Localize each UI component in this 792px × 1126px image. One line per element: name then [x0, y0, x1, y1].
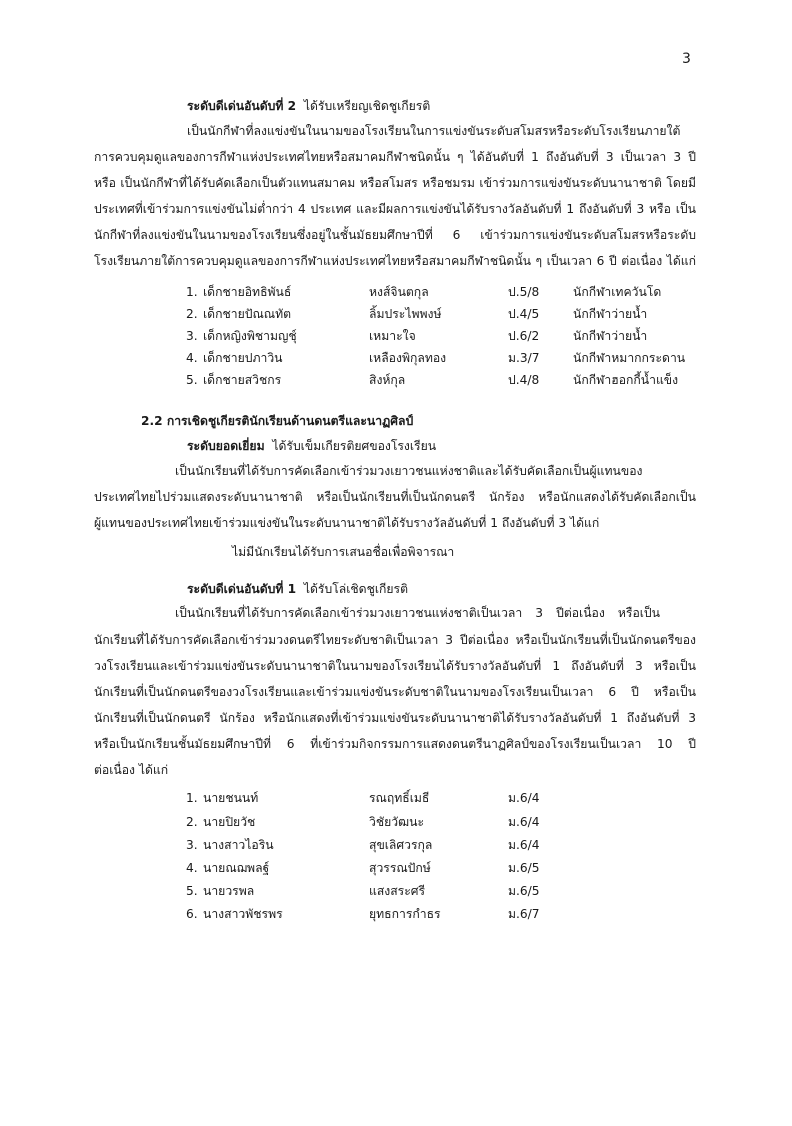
student-name: เด็กชายปัณณทัต: [203, 307, 292, 321]
student-sport: นักกีฬาฮอกกี้น้ำแข็ง: [573, 373, 679, 387]
item-number: 3.: [186, 329, 198, 343]
student-class: ม.6/4: [508, 791, 540, 805]
heading-bold: ระดับดีเด่นอันดับที่ 1: [187, 582, 297, 596]
subheading-bold: ระดับยอดเยี่ยม: [187, 439, 265, 453]
paragraph-line: นักเรียนที่เป็นนักดนตรี นักร้อง หรือนักแสดงที่เข้าร่วมแข่งขันระดับนานาชาติได้รับรางวัลอันดับที่ 1 ถึงอันดับที่ 3: [94, 711, 696, 725]
paragraph-line: นักเรียนที่ได้รับการคัดเลือกเข้าร่วมวงดนตรีไทยระดับชาติเป็นเวลา 3 ปีต่อเนื่อง หรือเป็นนักเรียนที่เป็นนักดนตรีของ: [94, 633, 696, 647]
paragraph-line: เป็นนักกีฬาที่ลงแข่งขันในนามของโรงเรียนในการแข่งขันระดับสโมสรหรือระดับโรงเรียนภายใต้: [187, 124, 681, 138]
student-surname: แสงสระศรี: [369, 884, 426, 898]
student-surname: สิงห์กุล: [369, 373, 406, 387]
student-class: ม.6/5: [508, 861, 540, 875]
student-sport: นักกีฬาเทควันโด: [573, 285, 662, 299]
subheading-rest: ได้รับเข็มเกียรติยศของโรงเรียน: [272, 439, 437, 453]
list-item: [186, 908, 706, 926]
student-class: ป.6/2: [508, 329, 540, 343]
student-class: ป.4/8: [508, 373, 540, 387]
list-item: [186, 330, 706, 348]
list-item: [186, 885, 706, 903]
paragraph-line: เป็นนักเรียนที่ได้รับการคัดเลือกเข้าร่วมวงเยาวชนแห่งชาติเป็นเวลา 3 ปีต่อเนื่อง หรือเป็น: [175, 606, 660, 620]
section-heading-music: 2.2 การเชิดชูเกียรตินักเรียนด้านดนตรีและนาฏศิลป์: [141, 414, 414, 428]
list-item: [186, 286, 706, 304]
list-item: [186, 374, 706, 392]
item-number: 2.: [186, 815, 198, 829]
student-name: นายปิยวัช: [203, 815, 256, 829]
item-number: 4.: [186, 861, 198, 875]
paragraph-line: โรงเรียนภายใต้การควบคุมดูแลของการกีฬาแห่งประเทศไทยหรือสมาคมกีฬาชนิดนั้น ๆ เป็นเวลา 6 ปี ต่อเนื่อง ได้แก่: [94, 254, 696, 268]
paragraph-line: วงโรงเรียนและเข้าร่วมแข่งขันระดับนานาชาติในนามของโรงเรียนได้รับรางวัลอันดับที่ 1 ถึงอันดับที่ 3 หรือเป็น: [94, 659, 696, 673]
student-class: ม.6/5: [508, 884, 540, 898]
student-class: ป.5/8: [508, 285, 540, 299]
paragraph-line: หรือ เป็นนักกีฬาที่ได้รับคัดเลือกเป็นตัวแทนสมาคม หรือสโมสร หรือชมรม เข้าร่วมการแข่งขันระดับนานาชาติ โดยมี: [94, 176, 696, 190]
student-name: นายวรพล: [203, 884, 255, 898]
student-class: ป.4/5: [508, 307, 540, 321]
paragraph-line: นักเรียนที่เป็นนักดนตรีของวงโรงเรียนและเข้าร่วมแข่งขันระดับชาติในนามของโรงเรียนเป็นเวลา 6 ปี หรือเป็น: [94, 685, 696, 699]
student-class: ม.6/4: [508, 815, 540, 829]
item-number: 1.: [186, 791, 198, 805]
paragraph-line: หรือเป็นนักเรียนชั้นมัธยมศึกษาปีที่ 6 ที่เข้าร่วมกิจกรรมการแสดงดนตรีนาฏศิลป์ของโรงเรียนเป็นเวลา 10 ปี: [94, 737, 696, 751]
item-number: 5.: [186, 884, 198, 898]
paragraph-line: ผู้แทนของประเทศไทยเข้าร่วมแข่งขันในระดับนานาชาติได้รับรางวัลอันดับที่ 1 ถึงอันดับที่ 3 ได้แก่: [94, 516, 600, 530]
student-name: นางสาวพัชรพร: [203, 907, 283, 921]
paragraph-line: ประเทศไทยไปร่วมแสดงระดับนานาชาติ หรือเป็นนักเรียนที่เป็นนักดนตรี นักร้อง หรือนักแสดงได้รับคัดเลือกเป็น: [94, 490, 696, 504]
item-number: 6.: [186, 907, 198, 921]
student-surname: เหมาะใจ: [369, 329, 416, 343]
subheading-excellent: [187, 440, 436, 452]
list-item: [186, 352, 706, 370]
list-item: [186, 308, 706, 326]
section-heading-outstanding-1: [187, 583, 408, 595]
student-name: เด็กชายปภาวิน: [203, 351, 283, 365]
list-item: [186, 816, 706, 834]
heading-rest: ได้รับเหรียญเชิดชูเกียรติ: [303, 99, 431, 113]
student-surname: ลิ้มประไพพงษ์: [369, 307, 442, 321]
student-sport: นักกีฬาหมากกระดาน: [573, 351, 686, 365]
student-sport: นักกีฬาว่ายน้ำ: [573, 329, 648, 343]
student-name: เด็กหญิงพิชามญชุ์: [203, 329, 297, 343]
item-number: 4.: [186, 351, 198, 365]
student-class: ม.6/7: [508, 907, 540, 921]
student-surname: หงส์จินตกุล: [369, 285, 429, 299]
paragraph-line: เป็นนักเรียนที่ได้รับการคัดเลือกเข้าร่วมวงเยาวชนแห่งชาติและได้รับคัดเลือกเป็นผู้แทนของ: [175, 464, 643, 478]
item-number: 1.: [186, 285, 198, 299]
item-number: 3.: [186, 838, 198, 852]
section-heading-outstanding-2: [187, 100, 430, 112]
student-name: เด็กชายสวิชกร: [203, 373, 282, 387]
student-name: นางสาวไอริน: [203, 838, 274, 852]
list-item: [186, 839, 706, 857]
student-sport: นักกีฬาว่ายน้ำ: [573, 307, 648, 321]
student-surname: สุขเลิศวรกุล: [369, 838, 433, 852]
heading-bold: ระดับดีเด่นอันดับที่ 2: [187, 99, 297, 113]
student-surname: ยุทธการกำธร: [369, 907, 441, 921]
paragraph-line: นักกีฬาที่ลงแข่งขันในนามของโรงเรียนซึ่งอยู่ในชั้นมัธยมศึกษาปีที่ 6 เข้าร่วมการแข่งขันระดับสโมสรหรือระดับ: [94, 228, 696, 242]
student-surname: วิชัยวัฒนะ: [369, 815, 424, 829]
list-item: [186, 792, 706, 810]
paragraph-line: ประเทศที่เข้าร่วมการแข่งขันไม่ต่ำกว่า 4 ประเทศ และมีผลการแข่งขันได้รับรางวัลอันดับที่ 1 ถึงอันดับที่ 3 หรือ เป็น: [94, 202, 696, 216]
item-number: 2.: [186, 307, 198, 321]
heading-rest: ได้รับโล่เชิดชูเกียรติ: [303, 582, 409, 596]
paragraph-line: การควบคุมดูแลของการกีฬาแห่งประเทศไทยหรือสมาคมกีฬาชนิดนั้น ๆ ได้อันดับที่ 1 ถึงอันดับที่ 3 เป็นเวลา 3 ปี: [94, 150, 696, 164]
item-number: 5.: [186, 373, 198, 387]
list-item: [186, 862, 706, 880]
student-class: ม.6/4: [508, 838, 540, 852]
paragraph-line: ต่อเนื่อง ได้แก่: [94, 763, 169, 777]
student-surname: สุวรรณปักษ์: [369, 861, 431, 875]
no-nominee-note: ไม่มีนักเรียนได้รับการเสนอชื่อเพื่อพิจารณา: [232, 545, 455, 559]
student-class: ม.3/7: [508, 351, 540, 365]
student-name: เด็กชายอิทธิพันธ์: [203, 285, 292, 299]
student-surname: เหลืองพิกุลทอง: [369, 351, 447, 365]
page-number: 3: [682, 51, 691, 67]
student-name: นายชนนท์: [203, 791, 259, 805]
student-surname: รณฤทธิ์เมธี: [369, 791, 430, 805]
student-name: นายณฌพลฐ์: [203, 861, 270, 875]
